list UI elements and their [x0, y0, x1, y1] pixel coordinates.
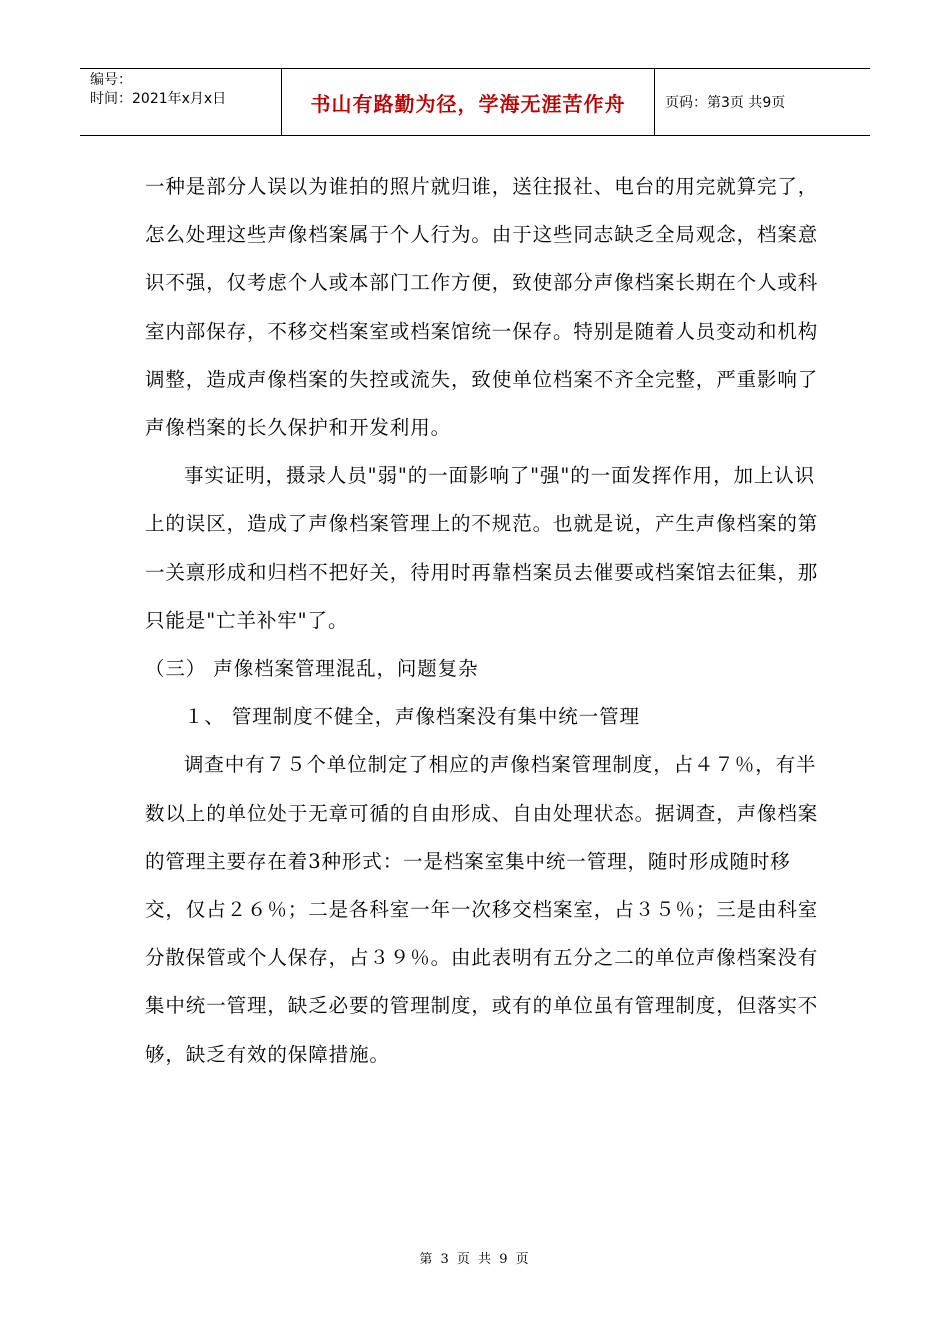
- document-date: 时间：2021年x月x日: [90, 91, 227, 107]
- section-heading-3: （三） 声像档案管理混乱，问题复杂: [145, 657, 479, 681]
- header-page-number: 页码：第3页 共9页: [665, 95, 786, 111]
- document-number: 编号：: [90, 72, 132, 88]
- paragraph-3: 调查中有７５个单位制定了相应的声像档案管理制度，占４７％，有半数以上的单位处于无章可循的自由形成、自由处理状态。据调查，声像档案的管理主要存在着3种形式：一是档案室集中统一管理，随时形成随时移交，仅占２６％；二是各科室一年一次移交档案室，占３５％；三是由科室分散保管或个人保存，占３９％。由此表明有五分之二的单位声像档案没有集中统一管理，缺乏必要的管理制度，或有的单位虽有管理制度，但落实不够，缺乏有效的保障措施。: [145, 753, 819, 1066]
- header-motto: 书山有路勤为径，学海无涯苦作舟: [310, 91, 626, 116]
- paragraph-2: 事实证明，摄录人员"弱"的一面影响了"强"的一面发挥作用，加上认识上的误区，造成了声像档案管理上的不规范。也就是说，产生声像档案的第一关禀形成和归档不把好关，待用时再靠档案员去催要或档案馆去征集，那只能是"亡羊补牢"了。: [145, 464, 819, 632]
- page-footer: 第 3 页 共 9 页: [419, 1252, 531, 1267]
- header-page-info: [655, 69, 870, 135]
- subsection-heading-1: １、 管理制度不健全，声像档案没有集中统一管理: [184, 705, 640, 729]
- document-body: [145, 163, 825, 1079]
- header-motto-cell: [282, 69, 655, 135]
- page-header: [80, 68, 870, 136]
- paragraph-1: 一种是部分人误以为谁拍的照片就归谁，送往报社、电台的用完就算完了，怎么处理这些声像档案属于个人行为。由于这些同志缺乏全局观念，档案意识不强，仅考虑个人或本部门工作方便，致使部分声像档案长期在个人或科室内部保存，不移交档案室或档案馆统一保存。特别是随着人员变动和机构调整，造成声像档案的失控或流失，致使单位档案不齐全完整，严重影响了声像档案的长久保护和开发利用。: [145, 175, 819, 440]
- header-meta: [80, 69, 282, 135]
